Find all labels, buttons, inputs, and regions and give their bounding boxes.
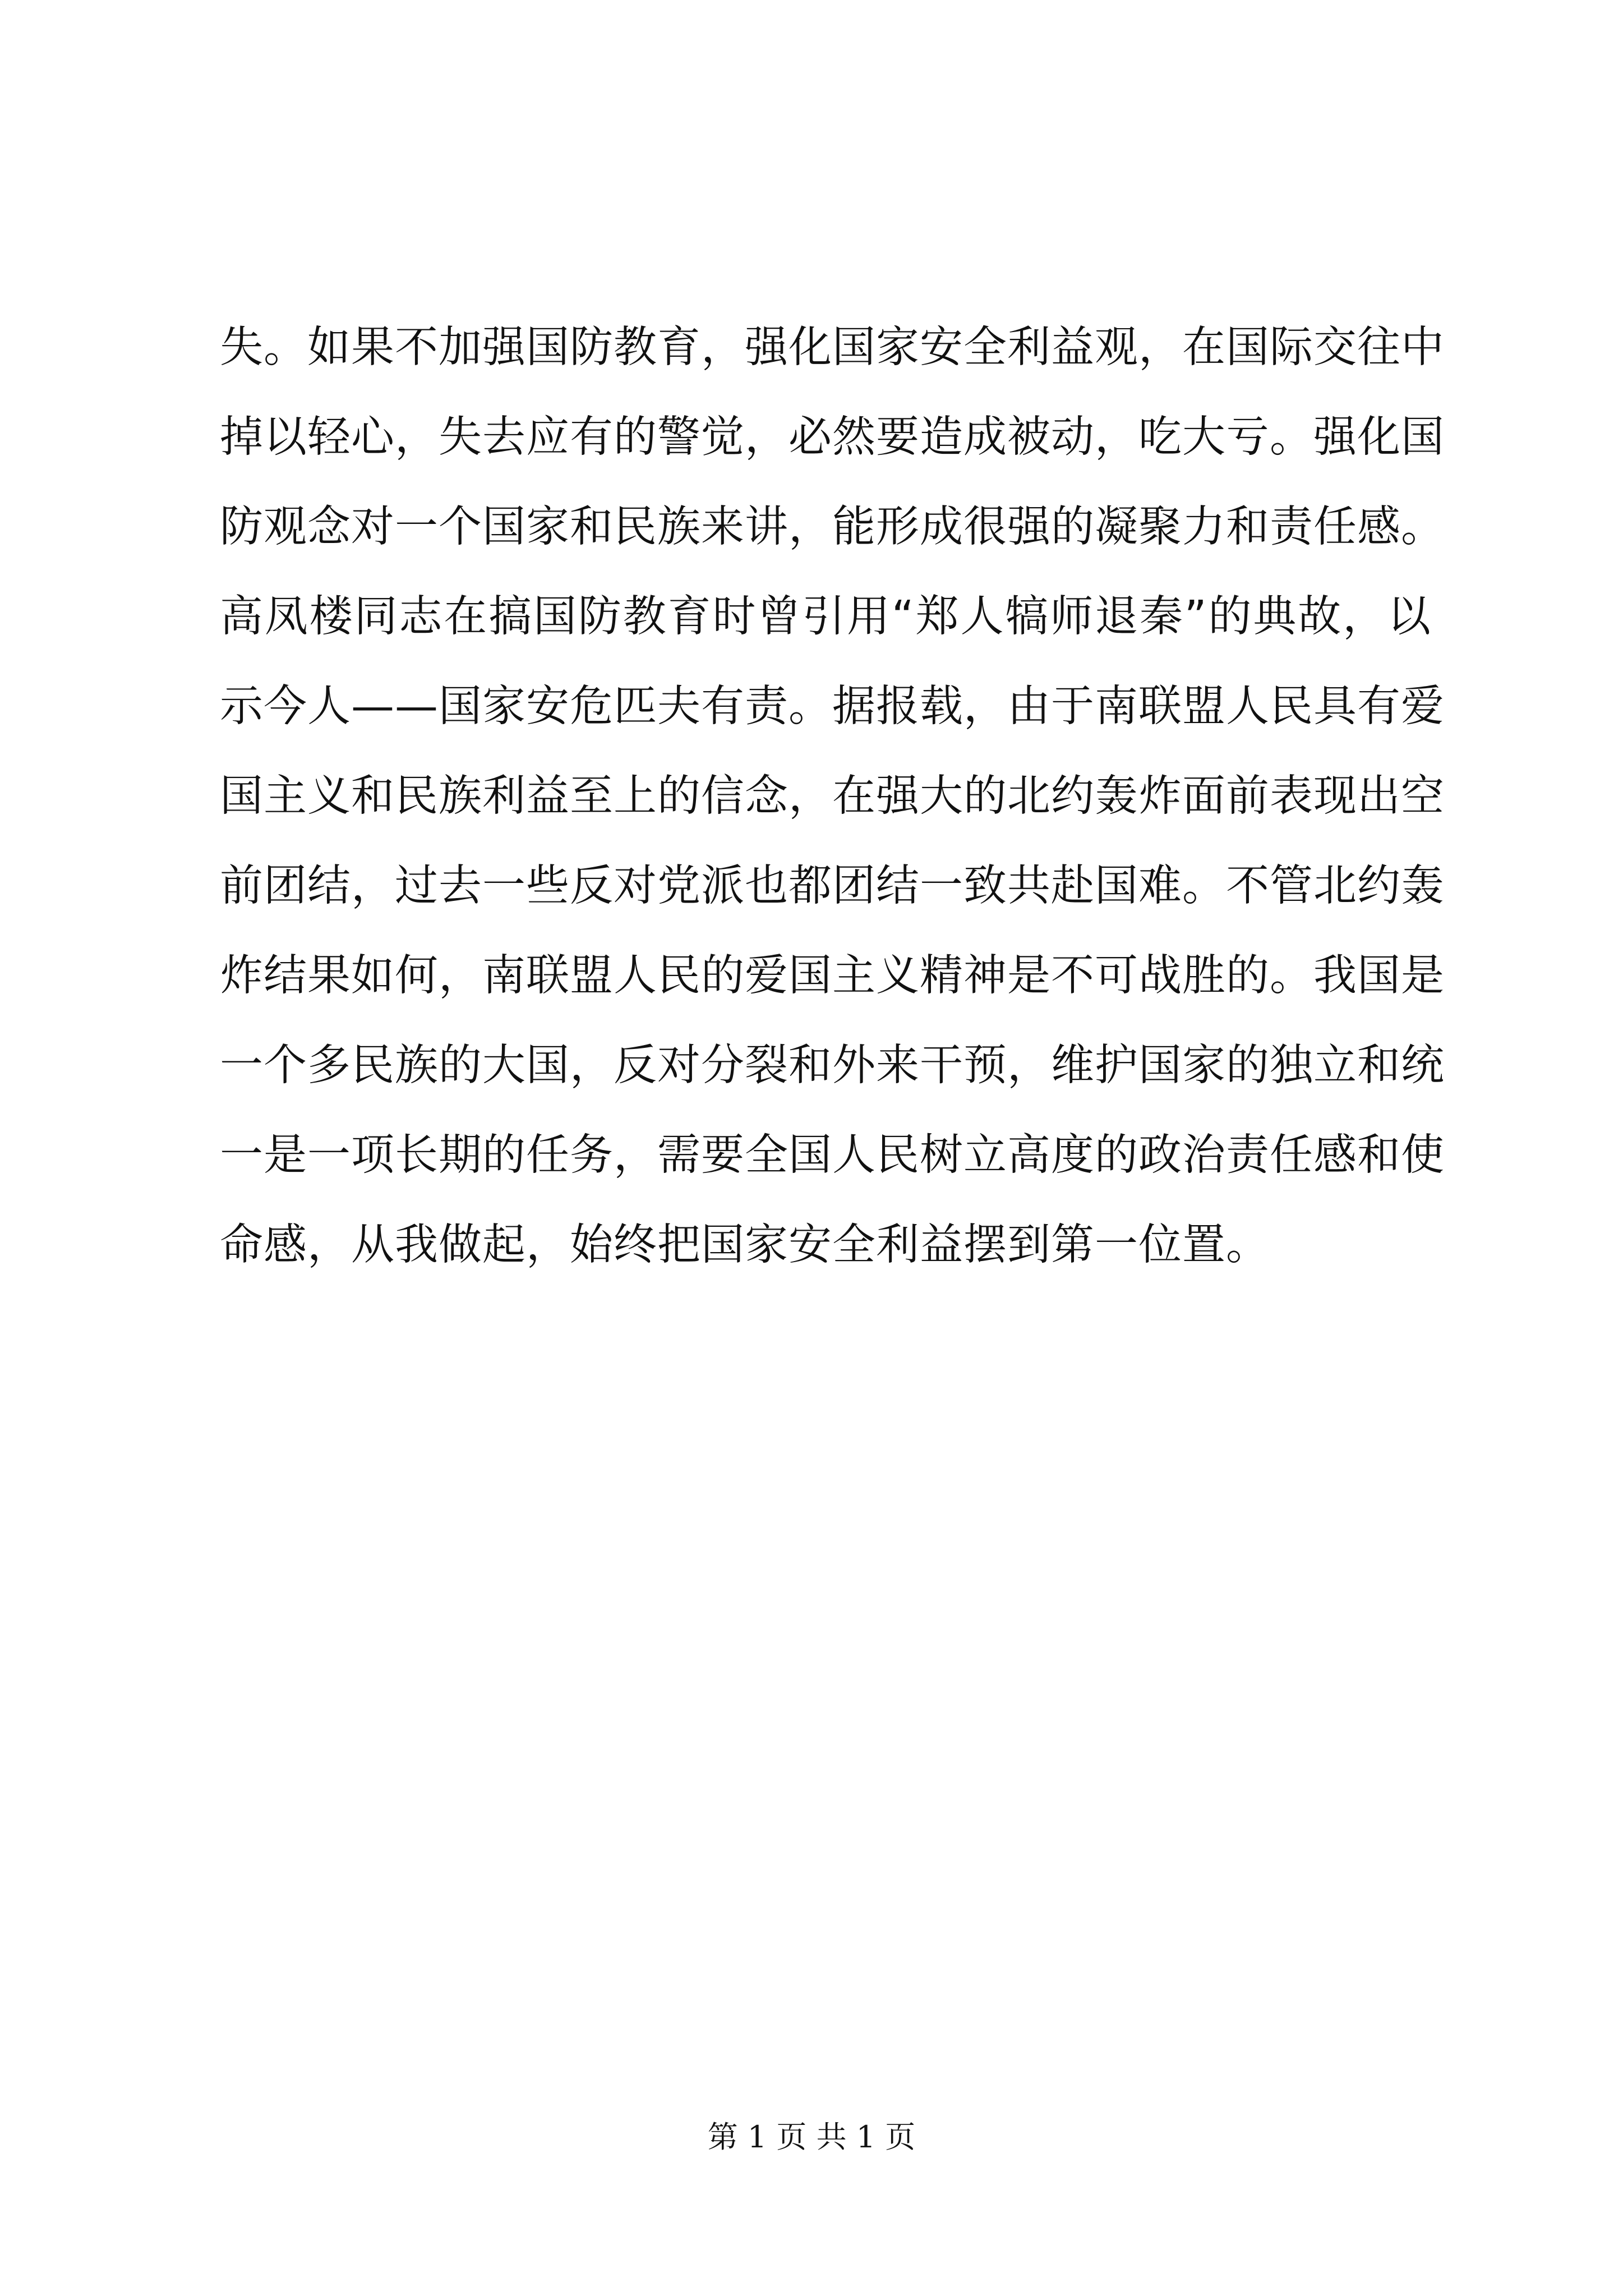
- text-line: 高凤楼同志在搞国防教育时曾引用“郑人犒师退秦”的典故，以: [220, 592, 1431, 642]
- text-line: 掉以轻心，失去应有的警觉，必然要造成被动，吃大亏。强化国: [220, 412, 1445, 462]
- text-line: 防观念对一个国家和民族来讲，能形成很强的凝聚力和责任感。: [220, 502, 1445, 552]
- text-line: 前团结，过去一些反对党派也都团结一致共赴国难。不管北约轰: [220, 861, 1445, 911]
- text-line: 一是一项长期的任务，需要全国人民树立高度的政治责任感和使: [220, 1130, 1445, 1180]
- text-line: 炸结果如何，南联盟人民的爱国主义精神是不可战胜的。我国是: [220, 951, 1445, 1001]
- text-line: 示今人——国家安危匹夫有责。据报载，由于南联盟人民具有爱: [220, 682, 1445, 731]
- text-line: 命感，从我做起，始终把国家安全利益摆到第一位置。: [220, 1220, 1270, 1270]
- page-footer: 第 1 页 共 1 页: [707, 2119, 916, 2155]
- text-line: 国主义和民族利益至上的信念，在强大的北约轰炸面前表现出空: [220, 771, 1445, 821]
- body-paragraph: [220, 303, 1445, 1290]
- text-line: 失。如果不加强国防教育，强化国家安全利益观，在国际交往中: [220, 323, 1445, 372]
- text-line: 一个多民族的大国，反对分裂和外来干预，维护国家的独立和统: [220, 1041, 1445, 1091]
